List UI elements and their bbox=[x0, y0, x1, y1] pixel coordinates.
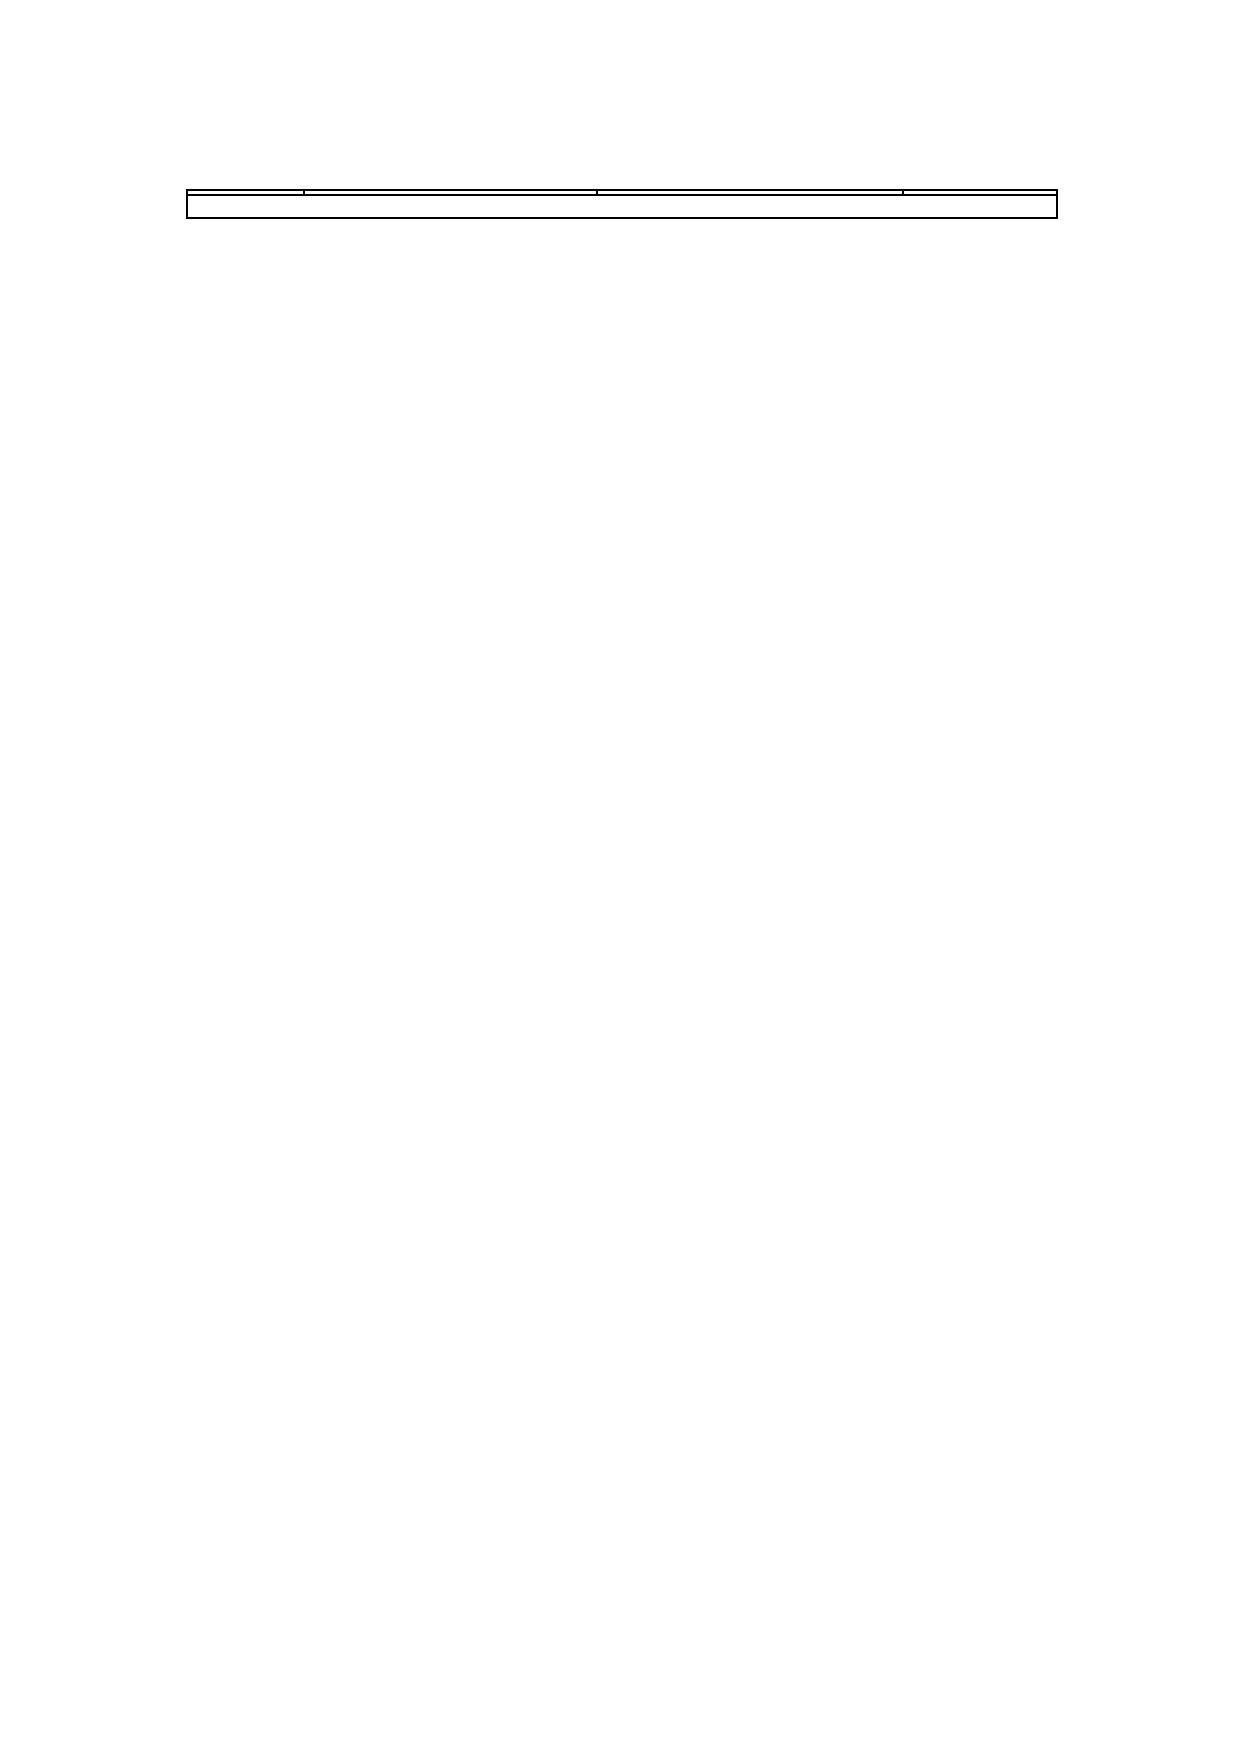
document-page bbox=[186, 146, 1056, 242]
table-footnote bbox=[187, 195, 1057, 218]
refrigerant-table bbox=[186, 189, 1058, 219]
table-footnote-row bbox=[187, 195, 1057, 218]
